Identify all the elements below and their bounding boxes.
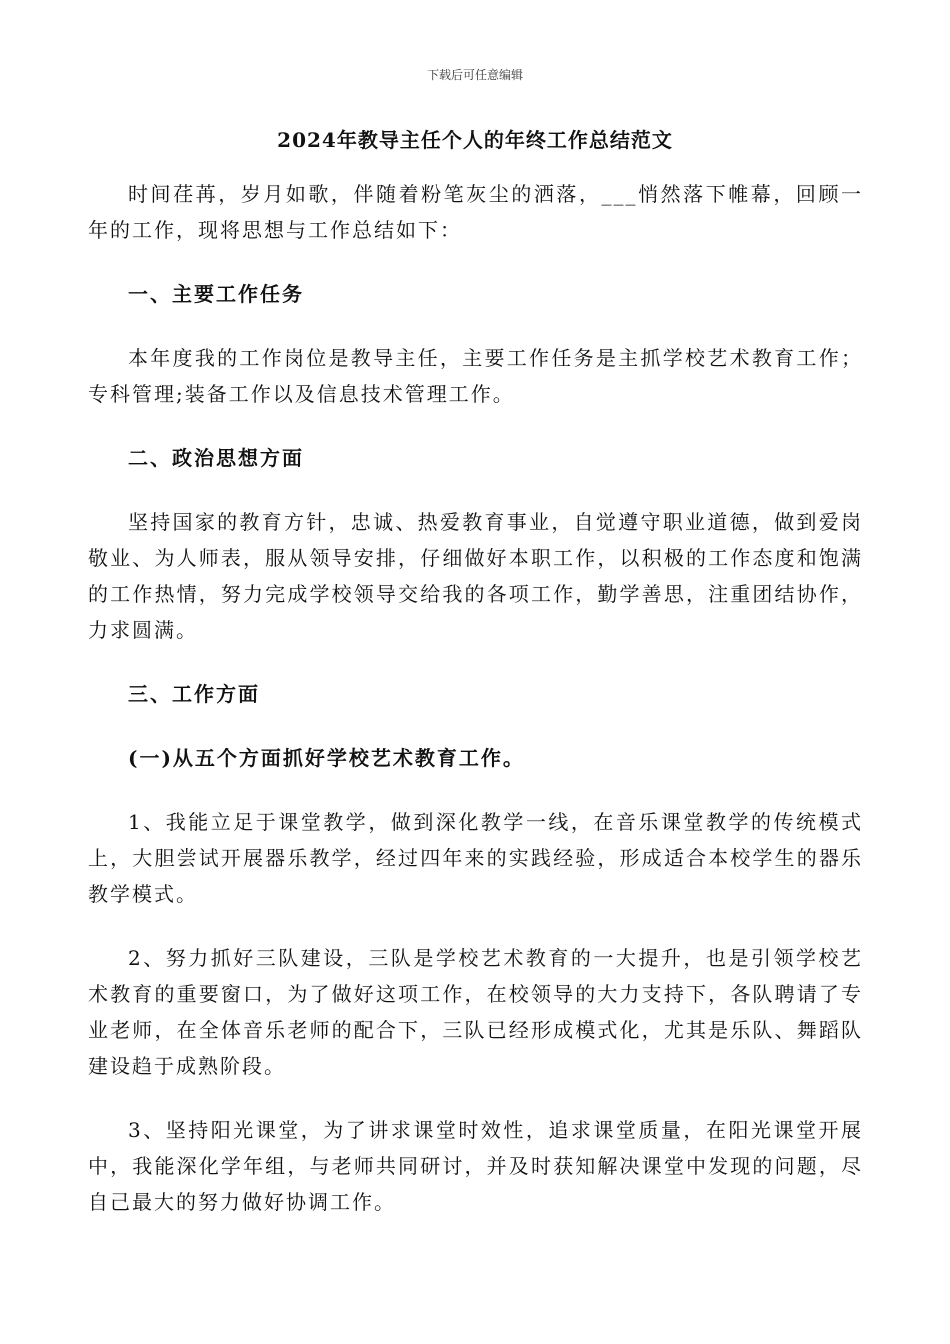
section-heading-main-tasks: 一、主要工作任务 — [128, 282, 304, 306]
section-heading-political-thought: 二、政治思想方面 — [128, 446, 304, 470]
subsection-heading-art-education: (一)从五个方面抓好学校艺术教育工作。 — [128, 746, 525, 770]
list-item: 2、努力抓好三队建设，三队是学校艺术教育的一大提升，也是引领学校艺术教育的重要窗口，为了做好这项工作，在校领导的大力支持下，各队聘请了专业老师，在全体音乐老师的配合下，三队已经形成模式化，尤其是乐队、舞蹈队建设趋于成熟阶段。 — [88, 946, 863, 1078]
section-paragraph-main-tasks: 本年度我的工作岗位是教导主任，主要工作任务是主抓学校艺术教育工作；专科管理;装备工作以及信息技术管理工作。 — [88, 346, 863, 406]
section-paragraph-political-thought: 坚持国家的教育方针，忠诚、热爱教育事业，自觉遵守职业道德，做到爱岗敬业、为人师表，服从领导安排，仔细做好本职工作，以积极的工作态度和饱满的工作热情，努力完成学校领导交给我的各项工作，勤学善思，注重团结协作，力求圆满。 — [88, 510, 863, 642]
list-item: 3、坚持阳光课堂，为了讲求课堂时效性，追求课堂质量，在阳光课堂开展中，我能深化学年组，与老师共同研讨，并及时获知解决课堂中发现的问题，尽自己最大的努力做好协调工作。 — [88, 1118, 863, 1214]
list-item: 1、我能立足于课堂教学，做到深化教学一线，在音乐课堂教学的传统模式上，大胆尝试开展器乐教学，经过四年来的实践经验，形成适合本校学生的器乐教学模式。 — [88, 810, 863, 906]
document-body — [88, 176, 863, 1248]
intro-paragraph: 时间荏苒，岁月如歌，伴随着粉笔灰尘的洒落，___悄然落下帷幕，回顾一年的工作，现将思想与工作总结如下： — [88, 182, 863, 242]
section-heading-work: 三、工作方面 — [128, 682, 260, 706]
header-note: 下载后可任意编辑 — [426, 68, 523, 82]
document-title: 2024年教导主任个人的年终工作总结范文 — [277, 128, 673, 152]
